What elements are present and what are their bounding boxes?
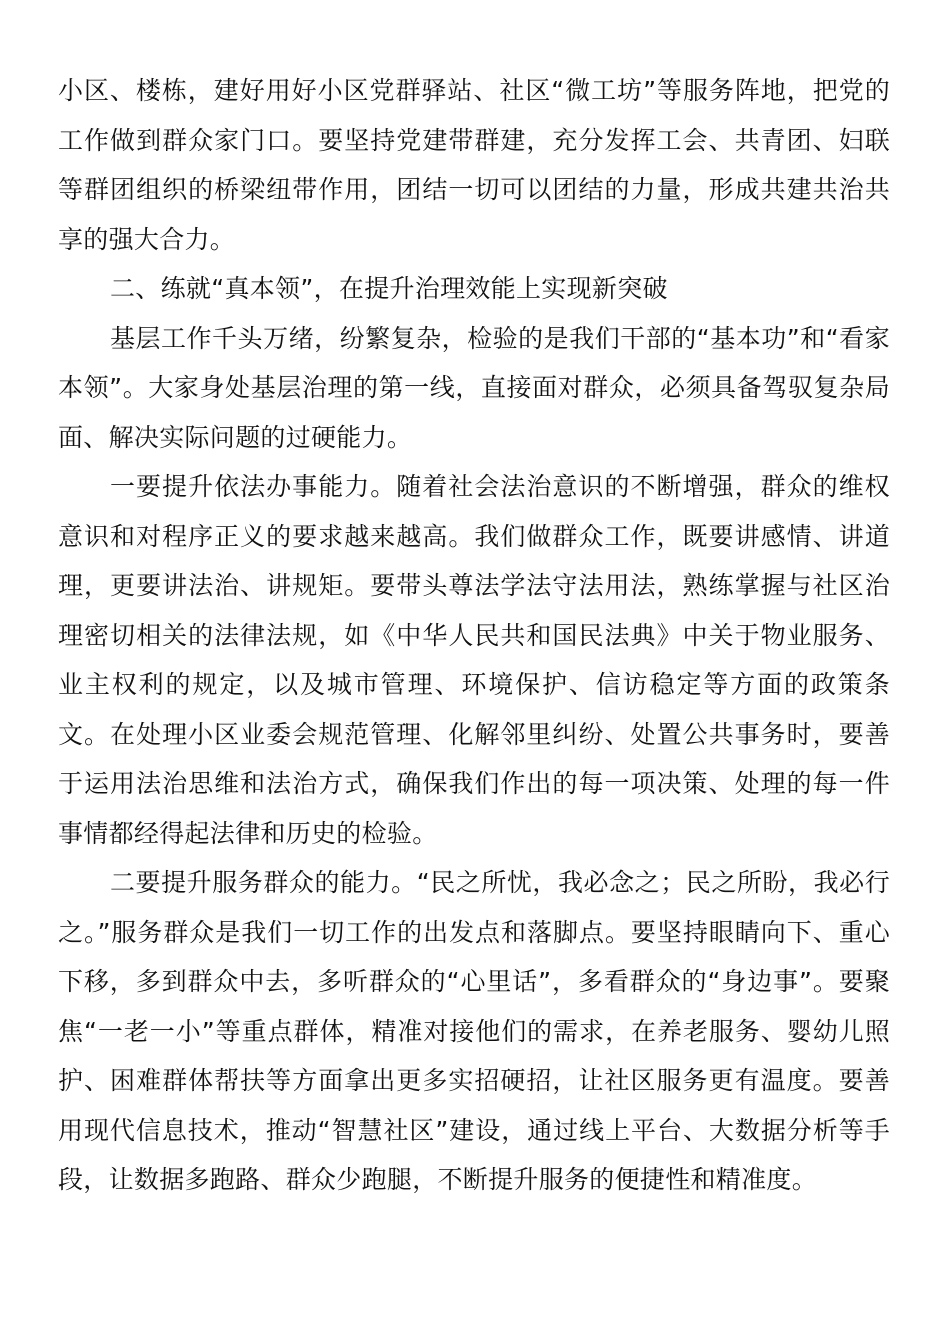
paragraph: 二要提升服务群众的能力。“民之所忧，我必念之；民之所盼，我必行之。”服务群众是我们一切工作的出发点和落脚点。要坚持眼睛向下、重心下移，多到群众中去，多听群众的“心里话”，多看群众的“身边事”。要聚焦“一老一小”等重点群体，精准对接他们的需求，在养老服务、婴幼儿照护、困难群体帮扶等方面拿出更多实招硬招，让社区服务更有温度。要善用现代信息技术，推动“智慧社区”建设，通过线上平台、大数据分析等手段，让数据多跑路、群众少跑腿，不断提升服务的便捷性和精准度。 <box>58 868 890 1194</box>
document-body <box>58 66 890 1205</box>
section-heading: 二、练就“真本领”，在提升治理效能上实现新突破 <box>110 274 668 303</box>
paragraph-continuation: 小区、楼栋，建好用好小区党群驿站、社区“微工坊”等服务阵地，把党的工作做到群众家门口。要坚持党建带群建，充分发挥工会、共青团、妇联等群团组织的桥梁纽带作用，团结一切可以团结的力量，形成共建共治共享的强大合力。 <box>58 76 890 254</box>
paragraph: 基层工作千头万绪，纷繁复杂，检验的是我们干部的“基本功”和“看家本领”。大家身处基层治理的第一线，直接面对群众，必须具备驾驭复杂局面、解决实际问题的过硬能力。 <box>58 323 890 452</box>
paragraph: 一要提升依法办事能力。随着社会法治意识的不断增强，群众的维权意识和对程序正义的要求越来越高。我们做群众工作，既要讲感情、讲道理，更要讲法治、讲规矩。要带头尊法学法守法用法，熟练掌握与社区治理密切相关的法律法规，如《中华人民共和国民法典》中关于物业服务、业主权利的规定，以及城市管理、环境保护、信访稳定等方面的政策条文。在处理小区业委会规范管理、化解邻里纠纷、处置公共事务时，要善于运用法治思维和法治方式，确保我们作出的每一项决策、处理的每一件事情都经得起法律和历史的检验。 <box>58 472 890 848</box>
